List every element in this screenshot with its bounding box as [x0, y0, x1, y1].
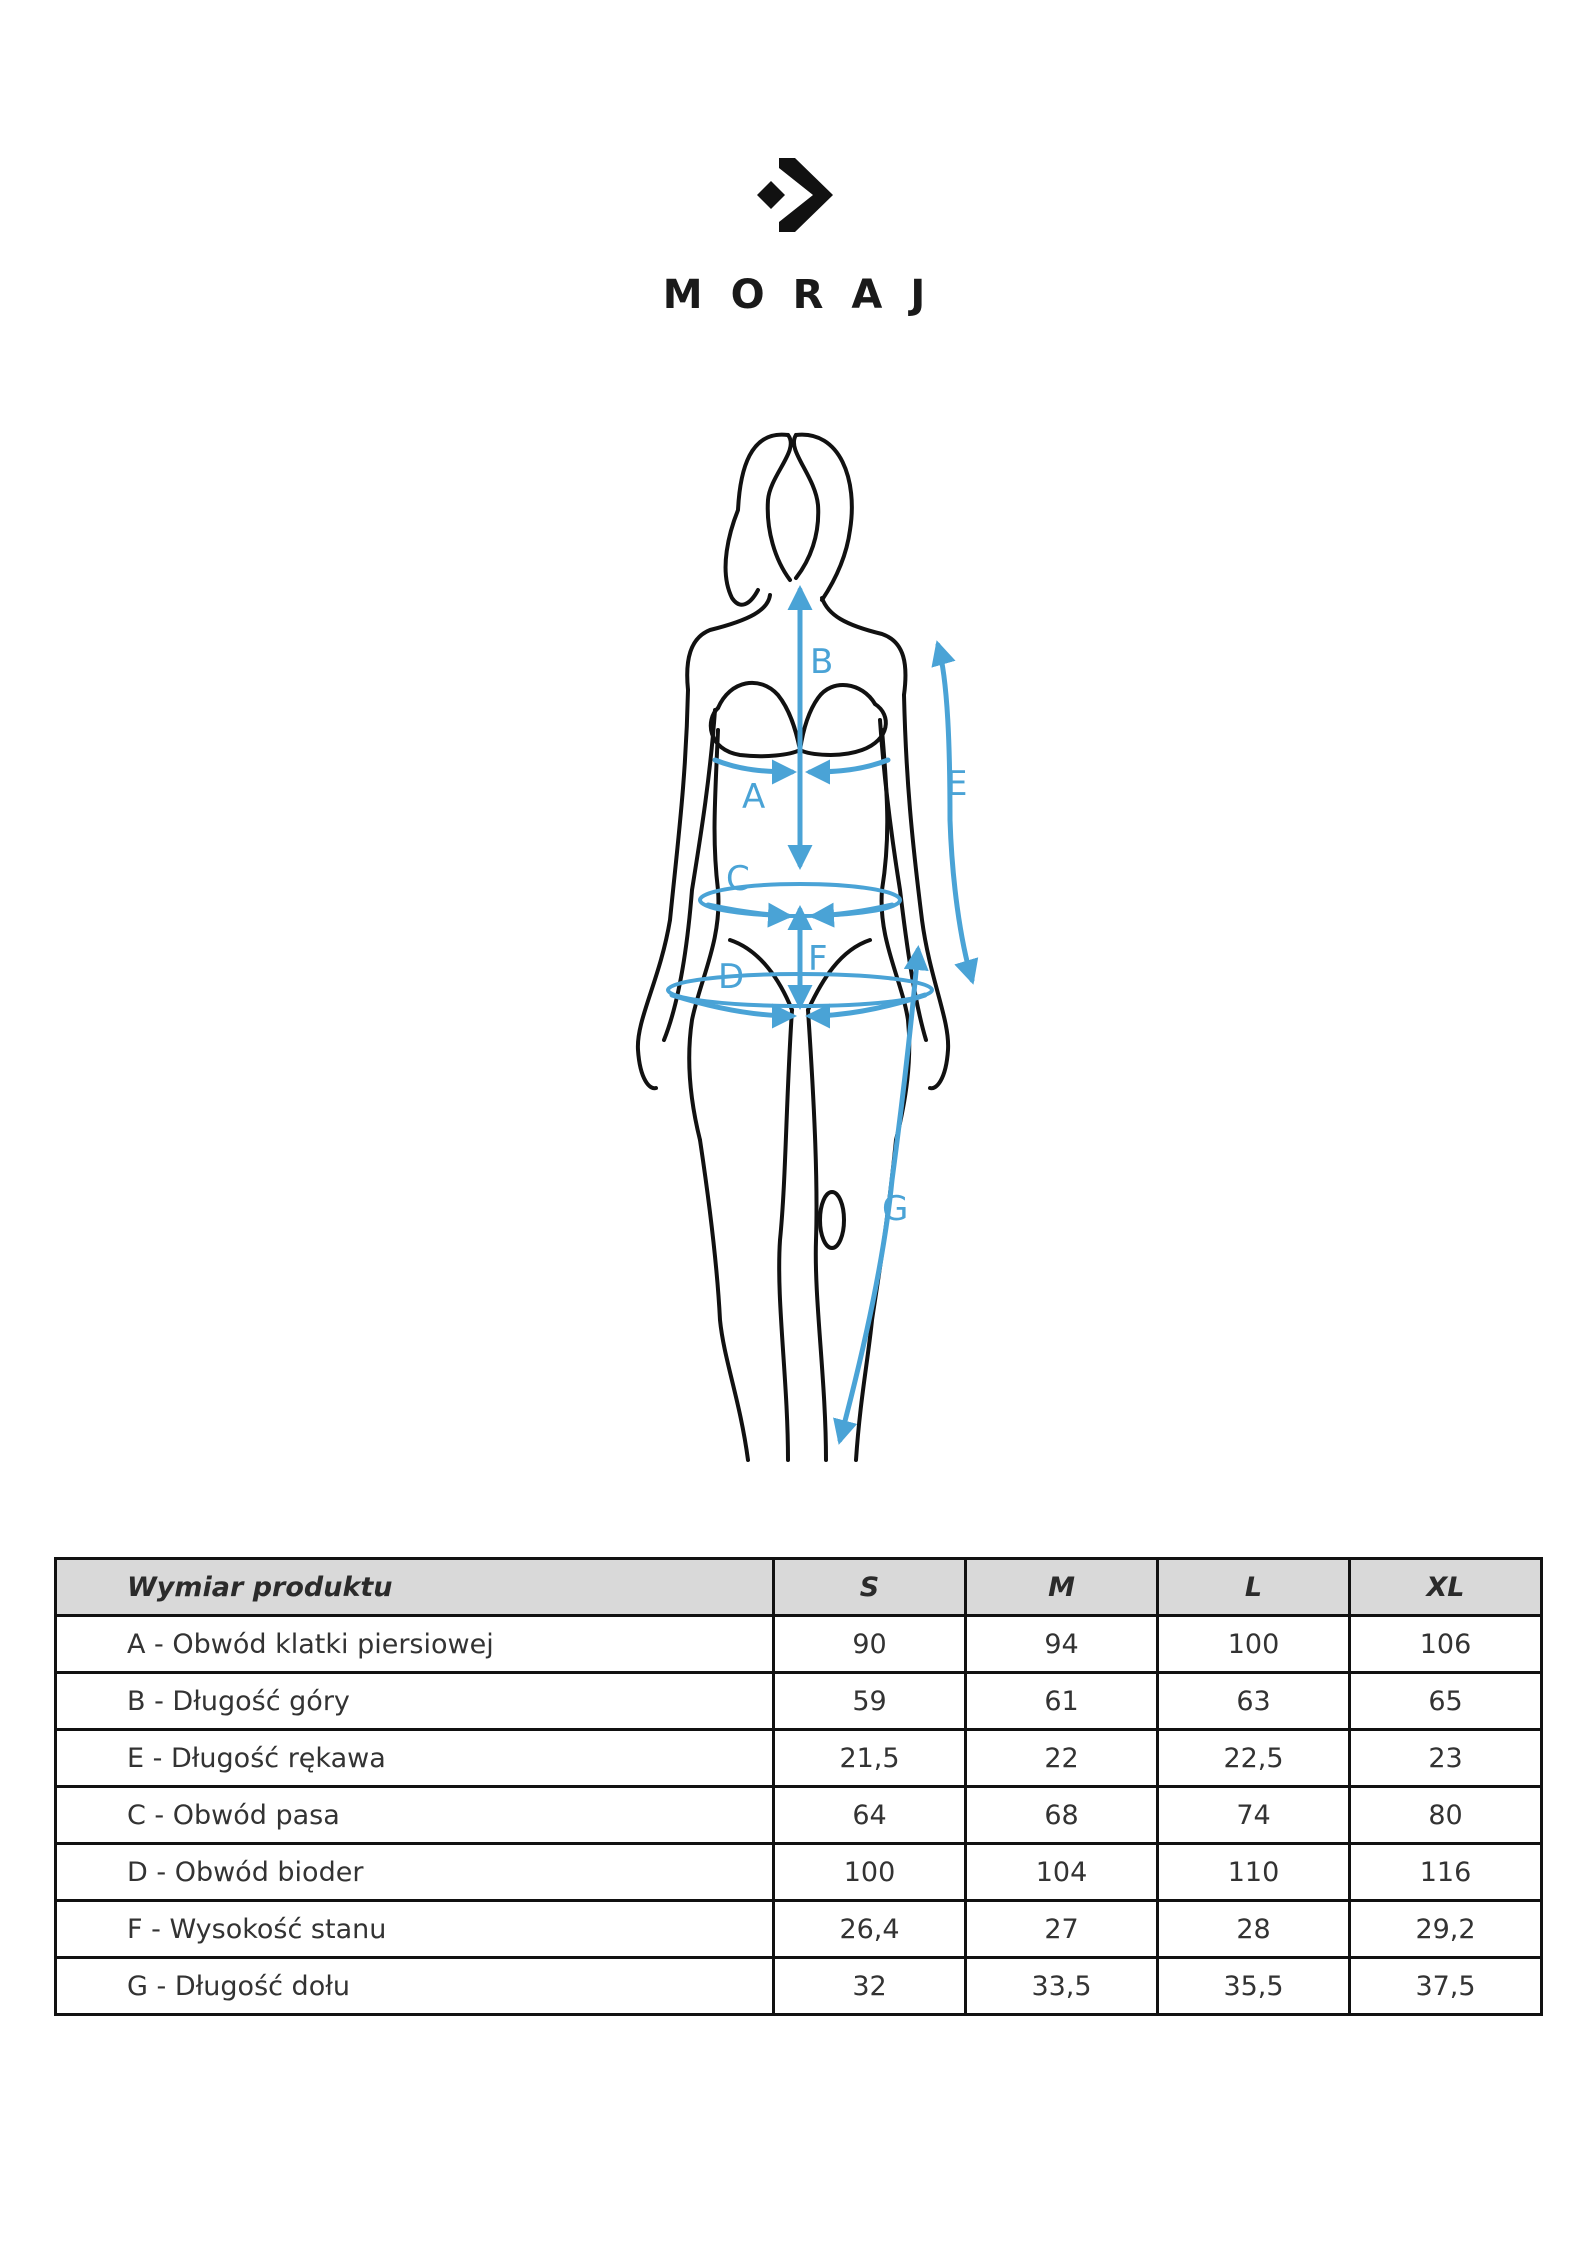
cell-value: 106	[1350, 1616, 1542, 1673]
label-c: C	[726, 859, 750, 899]
cell-value: 35,5	[1158, 1958, 1350, 2015]
row-label: G - Długość dołu	[56, 1958, 774, 2015]
label-f: F	[808, 939, 828, 979]
cell-value: 104	[966, 1844, 1158, 1901]
size-chart-table	[54, 1557, 1543, 2016]
cell-value: 32	[774, 1958, 966, 2015]
cell-value: 100	[774, 1844, 966, 1901]
table-row	[56, 1730, 1542, 1787]
cell-value: 37,5	[1350, 1958, 1542, 2015]
table-header-row	[56, 1559, 1542, 1616]
cell-value: 100	[1158, 1616, 1350, 1673]
table-row	[56, 1673, 1542, 1730]
cell-value: 74	[1158, 1787, 1350, 1844]
cell-value: 29,2	[1350, 1901, 1542, 1958]
cell-value: 80	[1350, 1787, 1542, 1844]
cell-value: 21,5	[774, 1730, 966, 1787]
cell-value: 63	[1158, 1673, 1350, 1730]
row-label: D - Obwód bioder	[56, 1844, 774, 1901]
body-measurement-figure	[600, 420, 1000, 1520]
cell-value: 22,5	[1158, 1730, 1350, 1787]
row-label: B - Długość góry	[56, 1673, 774, 1730]
row-label: F - Wysokość stanu	[56, 1901, 774, 1958]
table-row	[56, 1616, 1542, 1673]
cell-value: 28	[1158, 1901, 1350, 1958]
cell-value: 110	[1158, 1844, 1350, 1901]
row-label: E - Długość rękawa	[56, 1730, 774, 1787]
row-label: C - Obwód pasa	[56, 1787, 774, 1844]
cell-value: 26,4	[774, 1901, 966, 1958]
cell-value: 27	[966, 1901, 1158, 1958]
header-measure: Wymiar produktu	[56, 1559, 774, 1616]
label-g: G	[882, 1189, 909, 1229]
label-d: D	[718, 957, 745, 997]
label-e: E	[946, 764, 968, 804]
moraj-logo-icon	[749, 150, 839, 240]
cell-value: 94	[966, 1616, 1158, 1673]
table-row	[56, 1958, 1542, 2015]
cell-value: 68	[966, 1787, 1158, 1844]
brand-name: MORAJ	[662, 272, 954, 318]
table-row	[56, 1787, 1542, 1844]
cell-value: 59	[774, 1673, 966, 1730]
label-a: A	[742, 777, 766, 817]
table-row	[56, 1901, 1542, 1958]
header-size-l: L	[1158, 1559, 1350, 1616]
cell-value: 64	[774, 1787, 966, 1844]
cell-value: 33,5	[966, 1958, 1158, 2015]
cell-value: 22	[966, 1730, 1158, 1787]
cell-value: 61	[966, 1673, 1158, 1730]
header-size-xl: XL	[1350, 1559, 1542, 1616]
header-size-m: M	[966, 1559, 1158, 1616]
body-outline	[638, 435, 948, 1460]
row-label: A - Obwód klatki piersiowej	[56, 1616, 774, 1673]
cell-value: 116	[1350, 1844, 1542, 1901]
cell-value: 23	[1350, 1730, 1542, 1787]
brand-logo	[0, 150, 1588, 240]
header-size-s: S	[774, 1559, 966, 1616]
cell-value: 90	[774, 1616, 966, 1673]
label-b: B	[810, 642, 834, 682]
table-row	[56, 1844, 1542, 1901]
cell-value: 65	[1350, 1673, 1542, 1730]
